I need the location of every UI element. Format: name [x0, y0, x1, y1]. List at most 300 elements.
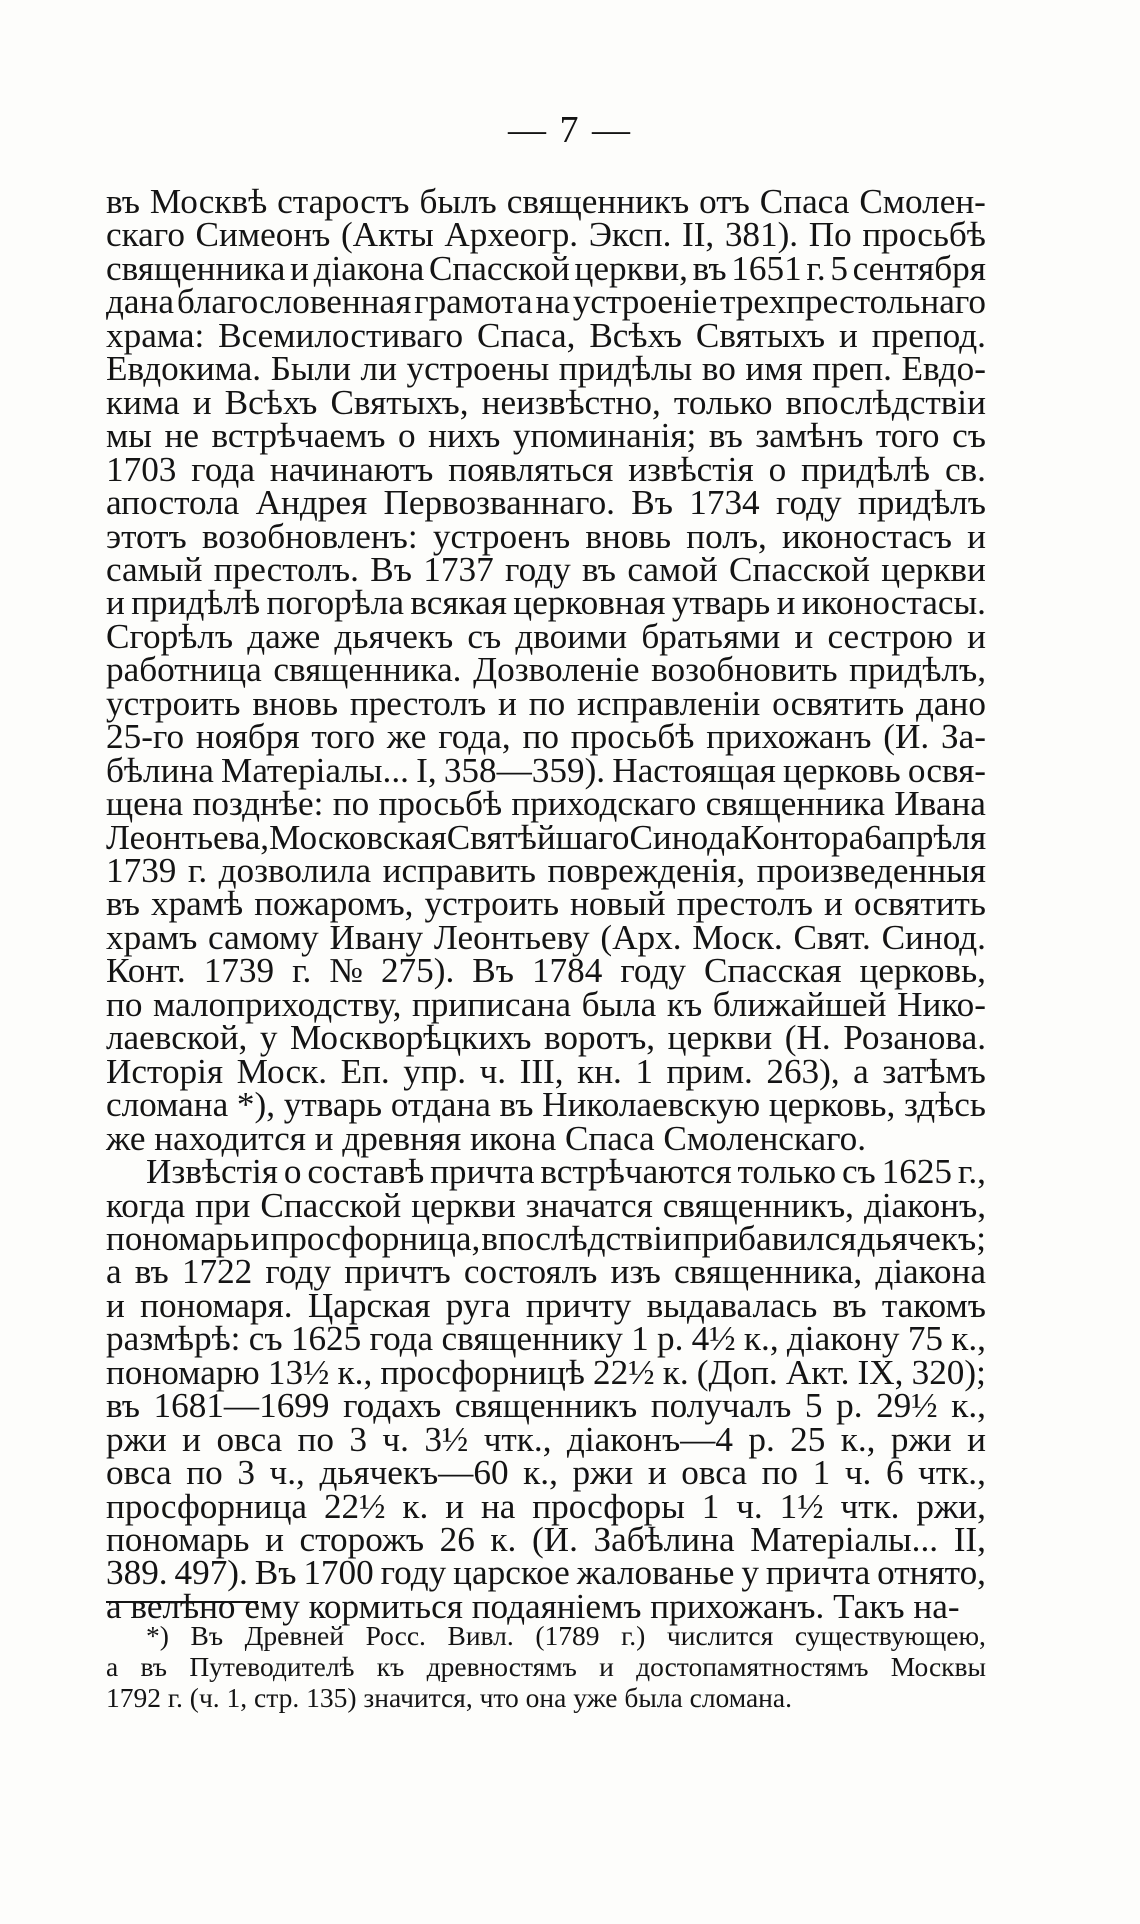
- word: трехпрестольнаго: [720, 282, 986, 322]
- word: по: [522, 717, 559, 757]
- word: храмъ: [106, 917, 198, 957]
- word: Настоящая: [612, 750, 776, 790]
- word: выдавалась: [646, 1285, 818, 1325]
- word: прим.: [666, 1051, 753, 1091]
- word: апостола: [106, 483, 240, 523]
- word: 381).: [724, 215, 799, 255]
- word: Евдо-: [901, 349, 986, 389]
- word: нихъ: [428, 416, 501, 456]
- word: придѣлѣ: [131, 583, 261, 623]
- word: при: [195, 1185, 251, 1225]
- word: неизвѣстно,: [481, 382, 661, 422]
- word: 6: [885, 1453, 904, 1493]
- word: малоприходству,: [153, 984, 402, 1024]
- word: 3½: [424, 1419, 469, 1459]
- word: впослѣдствіи: [785, 382, 986, 422]
- word: Акт.: [785, 1352, 850, 1392]
- word: причтъ: [344, 1252, 451, 1292]
- word: дьячекъ—60: [319, 1453, 509, 1493]
- word: Розанова.: [843, 1018, 986, 1058]
- word: к.: [662, 1352, 689, 1392]
- word: 1739: [203, 951, 275, 991]
- word: жалованье: [576, 1553, 735, 1593]
- word: съ: [841, 1152, 876, 1192]
- word: размѣрѣ:: [106, 1319, 241, 1359]
- word: освятить: [772, 683, 905, 723]
- word: №: [329, 951, 363, 991]
- word: дана: [106, 282, 174, 322]
- word: году: [380, 1553, 447, 1593]
- word: исправленіи: [577, 683, 761, 723]
- word: придѣлъ,: [849, 650, 986, 690]
- word: съ: [248, 1319, 283, 1359]
- word: церкви: [881, 549, 986, 589]
- word: годахъ: [343, 1386, 442, 1426]
- word: 1: [635, 1051, 653, 1091]
- word: чтк.,: [918, 1453, 986, 1493]
- word: Свят.: [793, 917, 871, 957]
- word: св.: [944, 449, 986, 489]
- word: 1681—1699: [153, 1386, 330, 1426]
- word: ч.,: [269, 1453, 305, 1493]
- word: же: [386, 717, 427, 757]
- word: придѣлы: [558, 349, 693, 389]
- word: просьбѣ: [378, 784, 503, 824]
- word: года: [369, 1319, 434, 1359]
- word: придѣлѣ: [801, 449, 931, 489]
- word: *),: [236, 1085, 276, 1125]
- word: діакона: [875, 1252, 986, 1292]
- word: кн.: [577, 1051, 622, 1091]
- word: 4½: [691, 1319, 736, 1359]
- page-number: — 7 —: [508, 109, 632, 151]
- word: упоминанія;: [512, 416, 697, 456]
- word: 358—359).: [443, 750, 606, 790]
- word: чтк.: [840, 1486, 900, 1526]
- word: 22½: [323, 1486, 386, 1526]
- word: к.,: [840, 1419, 876, 1459]
- word: благословенная: [176, 282, 412, 322]
- word: и: [445, 1486, 465, 1526]
- word: 1703: [106, 449, 177, 489]
- word: у: [259, 1018, 278, 1058]
- word: начинаютъ: [269, 449, 434, 489]
- word: Андрея: [255, 483, 368, 523]
- word: у: [741, 1553, 759, 1593]
- word: храмѣ: [150, 884, 244, 924]
- word: г.): [621, 1620, 646, 1651]
- word: сторожъ: [299, 1520, 425, 1559]
- word: въ: [140, 1651, 168, 1682]
- word: II,: [953, 1520, 986, 1559]
- word: воротъ,: [544, 1018, 656, 1058]
- word: такомъ: [881, 1285, 986, 1325]
- word: затѣмъ: [882, 1051, 986, 1091]
- word: этотъ: [106, 516, 187, 556]
- word: Москвы: [890, 1651, 986, 1682]
- word: апрѣля: [881, 817, 987, 857]
- word: погорѣла: [266, 583, 404, 623]
- word: иконостасъ: [782, 516, 952, 556]
- word: по: [528, 683, 566, 723]
- word: прибавился: [682, 1218, 857, 1258]
- word: 6: [864, 817, 882, 857]
- word: Путеводителѣ: [189, 1651, 355, 1682]
- word: церкви: [667, 1018, 773, 1058]
- word: священникъ: [454, 1386, 638, 1426]
- word: просьбѣ: [570, 717, 695, 757]
- word: храма:: [106, 315, 205, 355]
- word: Симеонъ: [195, 215, 331, 255]
- word: к.,: [951, 1386, 986, 1426]
- word: полъ,: [686, 516, 767, 556]
- word: церковь: [783, 750, 901, 790]
- word: овса: [681, 1453, 747, 1493]
- word: былъ: [419, 182, 497, 221]
- word: приписана: [411, 984, 571, 1024]
- word: церкви,: [574, 248, 688, 288]
- word: и: [794, 616, 814, 656]
- word: въ: [106, 1386, 140, 1426]
- word: Въ: [190, 1620, 224, 1651]
- word: Николаевскую: [542, 1085, 761, 1125]
- word: и: [192, 382, 212, 422]
- word: встрѣчаемъ: [211, 416, 386, 456]
- word: утварь: [283, 1085, 383, 1125]
- word: Спасской: [260, 1185, 402, 1225]
- word: 29½: [876, 1386, 938, 1426]
- word: ржи: [572, 1453, 634, 1493]
- word: двоими: [515, 616, 628, 656]
- word: Святѣйшаго: [446, 817, 630, 857]
- word: Первозваннаго.: [383, 483, 615, 523]
- word: Забѣлина: [593, 1520, 735, 1559]
- word: упр.: [403, 1051, 467, 1091]
- word: Моск.: [692, 917, 783, 957]
- word: причта: [430, 1152, 535, 1192]
- word: г.: [292, 951, 312, 991]
- word: мы: [106, 416, 152, 456]
- word: произведенныя: [756, 851, 986, 890]
- word: Москворѣцкихъ: [290, 1018, 532, 1058]
- word: Контора: [740, 817, 865, 857]
- word: к.,: [743, 1319, 779, 1359]
- word: 3: [237, 1453, 255, 1493]
- word: а: [853, 1051, 869, 1091]
- word: (Н.: [784, 1018, 831, 1058]
- word: Москвѣ: [149, 182, 268, 221]
- word: къ: [376, 1651, 405, 1682]
- word: Смолен-: [859, 182, 986, 221]
- word: 1: [701, 1486, 720, 1526]
- word: года,: [438, 717, 511, 757]
- word: пономарь: [106, 1520, 250, 1559]
- word: Спасской: [729, 549, 870, 589]
- word: просфорница: [106, 1486, 308, 1526]
- word: престолъ: [349, 683, 487, 723]
- word: братьями: [641, 616, 781, 656]
- word: священника.: [273, 650, 462, 690]
- word: въ: [692, 248, 727, 288]
- word: прихожанъ: [706, 717, 872, 757]
- word: преп.: [812, 349, 892, 389]
- word: по: [297, 1419, 334, 1459]
- word: возобновить: [651, 650, 838, 690]
- word: р.: [836, 1386, 863, 1426]
- word: отнято,: [877, 1553, 986, 1593]
- word: к.,: [337, 1352, 373, 1392]
- word: на: [480, 1486, 516, 1526]
- word: утварь: [671, 583, 771, 623]
- word: достопамятностямъ: [636, 1651, 869, 1682]
- word: священнику: [441, 1319, 623, 1359]
- word: Синода: [629, 817, 741, 857]
- word: появляться: [448, 449, 614, 489]
- word: I,: [416, 750, 437, 790]
- word: приходскаго: [511, 784, 697, 824]
- word: скаго: [106, 215, 185, 255]
- word: ли: [360, 349, 397, 389]
- word: и: [967, 616, 986, 656]
- word: устроенъ: [432, 516, 571, 556]
- word: 389.: [106, 1553, 168, 1593]
- footnote-line: 1792 г. (ч. 1, стр. 135) значится, что она уже была сломана.: [106, 1682, 792, 1713]
- word: старостъ: [277, 182, 410, 221]
- word: извѣстія: [628, 449, 754, 489]
- word: составѣ: [307, 1152, 425, 1192]
- word: а: [106, 1252, 122, 1292]
- word: кима: [106, 382, 180, 422]
- word: престолъ: [676, 884, 813, 924]
- word: 13½: [267, 1352, 330, 1392]
- word: III,: [519, 1051, 564, 1091]
- word: Святыхъ,: [330, 382, 469, 422]
- word: и: [106, 583, 125, 623]
- word: устроить: [106, 683, 241, 723]
- word: по: [186, 1453, 223, 1493]
- word: и: [290, 248, 309, 288]
- word: лаевской,: [106, 1018, 248, 1058]
- word: только: [673, 382, 773, 422]
- word: 497).: [174, 1553, 248, 1593]
- word: и: [967, 1419, 986, 1459]
- word: отдана: [390, 1085, 491, 1125]
- footnote-line: [106, 1651, 986, 1683]
- word: к.: [490, 1520, 517, 1559]
- word: въ: [106, 884, 140, 924]
- word: по: [106, 984, 143, 1024]
- word: впослѣдствіи: [481, 1218, 682, 1258]
- word: дьячекъ;: [857, 1218, 986, 1258]
- word: существующею,: [794, 1620, 986, 1651]
- word: и: [265, 1520, 284, 1559]
- word: о: [768, 449, 787, 489]
- word: и: [824, 884, 843, 924]
- word: сестрою: [827, 616, 953, 656]
- word: и: [599, 1651, 614, 1682]
- word: Леонтьеву: [433, 917, 590, 957]
- word: и: [776, 583, 796, 623]
- word: Матеріалы...: [750, 1520, 939, 1559]
- word: грамота: [414, 282, 533, 322]
- word: За-: [941, 717, 986, 757]
- word: вновь: [252, 683, 339, 723]
- word: просфорница,: [270, 1218, 481, 1258]
- word: 1: [812, 1453, 831, 1493]
- word: 1734: [689, 483, 760, 523]
- word: причту: [525, 1285, 632, 1325]
- word: 275).: [380, 951, 455, 991]
- word: пономарю: [106, 1352, 260, 1392]
- word: г.,: [957, 1152, 986, 1192]
- word: просфоры: [532, 1486, 685, 1526]
- word: препод.: [871, 315, 986, 355]
- word: въ: [832, 1285, 867, 1325]
- word: самой: [627, 549, 718, 589]
- word: р.: [748, 1419, 775, 1459]
- word: освятить: [853, 884, 986, 924]
- word: (1789: [535, 1620, 600, 1651]
- word: въ: [134, 1252, 169, 1292]
- word: Спасской: [428, 248, 570, 288]
- word: Сгорѣлъ: [106, 616, 234, 656]
- word: самый: [106, 549, 203, 589]
- word: Святыхъ: [695, 315, 826, 355]
- word: вновь: [585, 516, 672, 556]
- word: церковь,: [768, 1085, 896, 1125]
- word: щена: [106, 784, 184, 824]
- word: IX,: [857, 1352, 904, 1392]
- footnote-rule: [106, 1601, 258, 1603]
- word: Леонтьева,: [106, 817, 270, 857]
- word: когда: [106, 1185, 186, 1225]
- word: иконостасы.: [801, 583, 986, 623]
- word: въ: [582, 549, 616, 589]
- word: Еп.: [340, 1051, 390, 1091]
- word: году: [265, 1252, 332, 1292]
- word: значатся: [525, 1185, 653, 1225]
- word: Евдокима.: [106, 349, 262, 389]
- word: Древней: [244, 1620, 344, 1651]
- word: и: [106, 1285, 125, 1325]
- word: здѣсь: [903, 1085, 986, 1125]
- word: г.: [806, 248, 826, 288]
- word: Всемилостиваго: [218, 315, 464, 355]
- word: позднѣе:: [192, 784, 324, 824]
- word: придѣлъ: [857, 483, 986, 523]
- word: Эксп.: [588, 215, 672, 255]
- word: только: [737, 1152, 837, 1192]
- word: а: [106, 1651, 119, 1682]
- word: 25-го: [106, 717, 185, 757]
- word: ч.: [736, 1486, 763, 1526]
- word: отъ: [699, 182, 750, 221]
- word: к.,: [523, 1453, 558, 1493]
- word: того: [311, 717, 376, 757]
- word: овса: [216, 1419, 283, 1459]
- word: о: [283, 1152, 302, 1192]
- word: к.,: [951, 1319, 986, 1359]
- word: самому: [208, 917, 319, 957]
- word: Росс.: [365, 1620, 426, 1651]
- word: Царская: [307, 1285, 431, 1325]
- word: устроеніе: [572, 282, 718, 322]
- word: 1722: [181, 1252, 253, 1292]
- word: древностямъ: [426, 1651, 577, 1682]
- word: ч.: [844, 1453, 872, 1493]
- word: Моск.: [236, 1051, 328, 1091]
- word: сломана: [106, 1085, 229, 1125]
- word: 1651: [731, 248, 802, 288]
- word: имя: [745, 349, 803, 389]
- word: престолъ.: [213, 549, 359, 589]
- word: 1625: [290, 1319, 362, 1359]
- word: года: [191, 449, 255, 489]
- word: сентября: [852, 248, 986, 288]
- word: по: [761, 1453, 799, 1493]
- word: священника,: [674, 1252, 863, 1292]
- word: новый: [570, 884, 666, 924]
- word: дьячекъ: [334, 616, 454, 656]
- word: году: [505, 549, 571, 589]
- word: изъ: [610, 1252, 661, 1292]
- word: того: [875, 416, 940, 456]
- word: просьбѣ: [862, 215, 986, 255]
- word: 3: [349, 1419, 367, 1459]
- word: числится: [666, 1620, 774, 1651]
- word: 1½: [779, 1486, 824, 1526]
- word: (И.: [531, 1520, 578, 1559]
- word: ноября: [195, 717, 300, 757]
- word: состоялъ: [463, 1252, 598, 1292]
- word: священника: [705, 784, 885, 824]
- word: возобновленъ:: [201, 516, 418, 556]
- word: Спаса,: [477, 315, 576, 355]
- word: всякая: [410, 583, 507, 623]
- word: Спасская: [704, 951, 842, 991]
- word: *): [146, 1620, 169, 1651]
- word: ближайшей: [712, 984, 887, 1024]
- word: 1: [631, 1319, 649, 1359]
- word: церковная: [513, 583, 666, 623]
- word: причта: [765, 1553, 871, 1593]
- word: Были: [270, 349, 351, 389]
- text-line: же находится и древняя икона Спаса Смоленскаго.: [106, 1118, 867, 1158]
- word: чтк.,: [483, 1419, 552, 1459]
- word: 1625: [881, 1152, 953, 1192]
- word: году: [620, 951, 686, 991]
- word: 320);: [911, 1352, 986, 1392]
- word: 5: [804, 1386, 823, 1426]
- footnote-line: [146, 1620, 986, 1652]
- word: діаконъ,: [863, 1185, 986, 1225]
- word: діакона: [313, 248, 425, 288]
- word: 1784: [531, 951, 603, 991]
- word: Матеріалы...: [221, 750, 409, 790]
- word: Всѣхъ: [589, 315, 682, 355]
- word: ч.: [479, 1051, 507, 1091]
- word: по: [332, 784, 370, 824]
- word: 1739: [106, 851, 177, 890]
- word: и: [967, 516, 986, 556]
- word: о: [398, 416, 416, 456]
- word: Дозволеніе: [473, 650, 640, 690]
- word: ч.: [382, 1419, 409, 1459]
- word: на: [535, 282, 570, 322]
- word: Въ: [254, 1553, 297, 1593]
- word: Въ: [631, 483, 673, 523]
- word: устроены: [406, 349, 550, 389]
